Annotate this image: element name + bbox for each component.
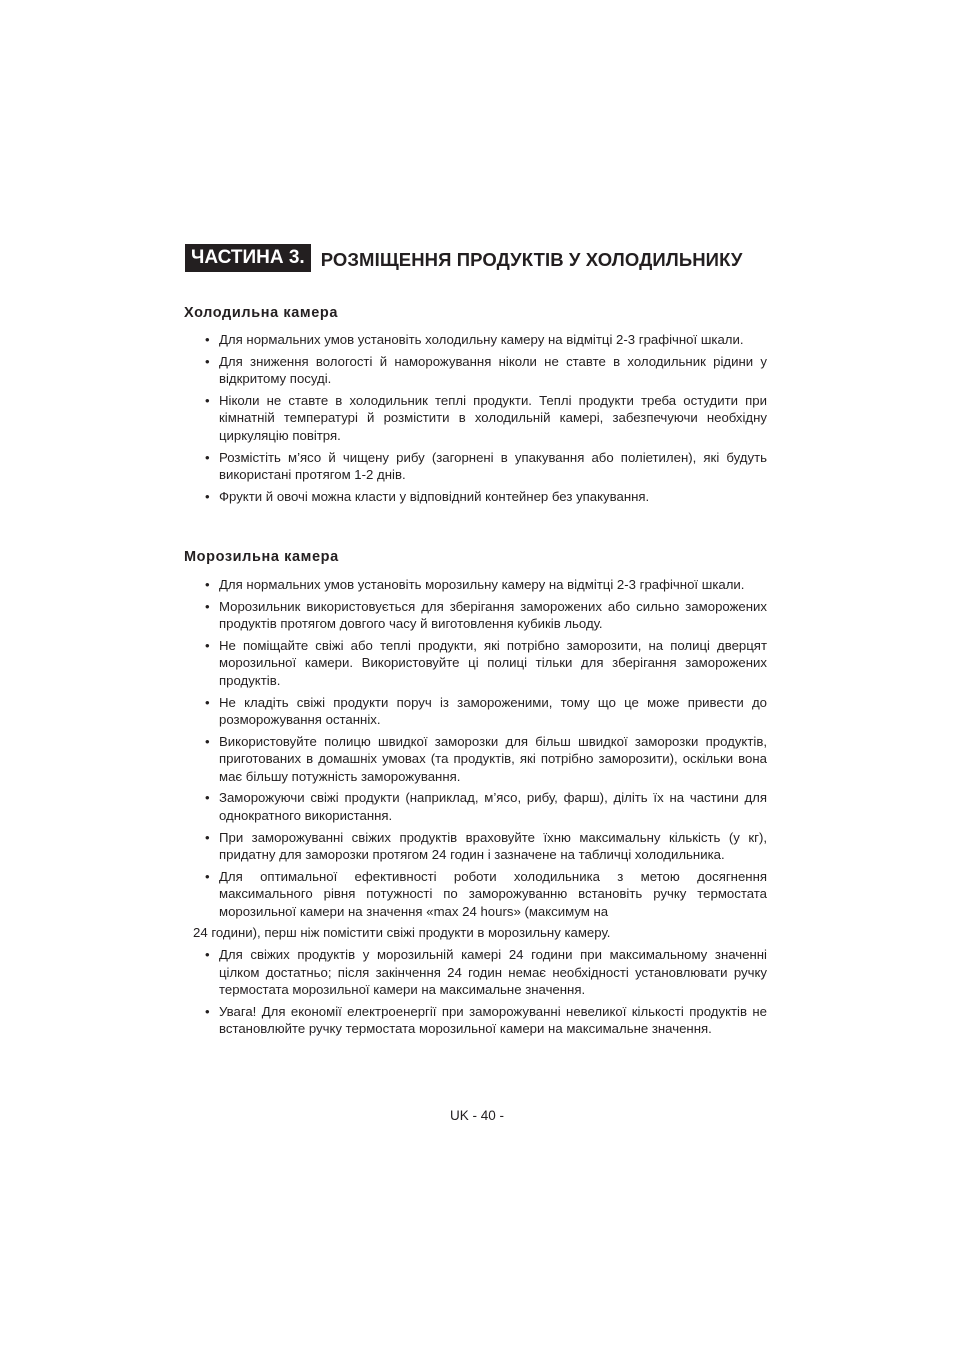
list-item: • Заморожуючи свіжі продукти (наприклад, м’ясо, рибу, фарш), діліть їх на частини для однократного використання. bbox=[205, 790, 767, 823]
chapter-badge: ЧАСТИНА 3. bbox=[185, 244, 311, 272]
freezer-heading: Морозильна камера bbox=[184, 549, 339, 565]
list-item: • Для свіжих продуктів у морозильній камері 24 години при максимальному значенні цілком достатньо; після закінчення 24 годин немає необхідності установлювати ручку термостата морозильної камери на максимальне значення. bbox=[205, 947, 767, 998]
list-item-continuation: 24 години), перш ніж помістити свіжі продукти в морозильну камеру. bbox=[193, 925, 611, 941]
chapter-header bbox=[185, 244, 743, 272]
fridge-list bbox=[205, 331, 767, 510]
list-item: • Не поміщайте свіжі або теплі продукти, які потрібно заморозити, на полиці дверцят морозильної камери. Використовуйте ці полиці тільки для зберігання заморожених продуктів. bbox=[205, 638, 767, 688]
chapter-title: РОЗМІЩЕННЯ ПРОДУКТІВ У ХОЛОДИЛЬНИКУ bbox=[320, 249, 743, 270]
list-item: • Для оптимальної ефективності роботи холодильника з метою досягнення максимального рівня потужності по заморожуванню встановіть ручку термостата морозильної камери на значення «max 24 hours» (максимум на bbox=[205, 868, 767, 919]
freezer-list bbox=[193, 576, 767, 1042]
list-item: • Розмістіть м’ясо й чищену рибу (загорнені в упакування або поліетилен), які будуть використані протягом 1-2 днів. bbox=[205, 449, 767, 483]
fridge-heading: Холодильна камера bbox=[184, 305, 338, 321]
list-item: • Ніколи не ставте в холодильник теплі продукти. Теплі продукти треба остудити при кімнатній температурі й розмістити в холодильній камері, забезпечуючи необхідну циркуляцію повітря. bbox=[205, 393, 767, 443]
list-item: • Не кладіть свіжі продукти поруч із замороженими, тому що це може привести до розморожування останніх. bbox=[205, 694, 767, 728]
list-item: • Використовуйте полицю швидкої заморозки для більш швидкої заморозки продуктів, приготованих в домашніх умовах (та продуктів, які потрібно заморозити), оскільки вона має більшу потужність заморожування. bbox=[205, 733, 767, 784]
list-item: • Для зниження вологості й наморожування ніколи не ставте в холодильник рідини у відкритому посуді. bbox=[205, 353, 767, 387]
list-item: • При заморожуванні свіжих продуктів враховуйте їхню максимальну кількість (у кг), придатну для заморозки протягом 24 годин і зазначене на табличці холодильника. bbox=[205, 829, 767, 863]
list-item: • Фрукти й овочі можна класти у відповідний контейнер без упакування. bbox=[205, 488, 650, 504]
page-number: UK - 40 - bbox=[449, 1108, 504, 1123]
list-item: • Для нормальних умов установіть холодильну камеру на відмітці 2-3 графічної шкали. bbox=[205, 332, 744, 347]
list-item: • Для нормальних умов установіть морозильну камеру на відмітці 2-3 графічної шкали. bbox=[205, 577, 745, 592]
list-item: • Увага! Для економії електроенергії при заморожуванні невеликої кількості продуктів не встановлюйте ручку термостата морозильної камери на максимальне значення. bbox=[205, 1003, 767, 1037]
list-item: • Морозильник використовується для зберігання заморожених або сильно заморожених продуктів протягом довгого часу й виготовлення кубиків льоду. bbox=[205, 598, 767, 632]
